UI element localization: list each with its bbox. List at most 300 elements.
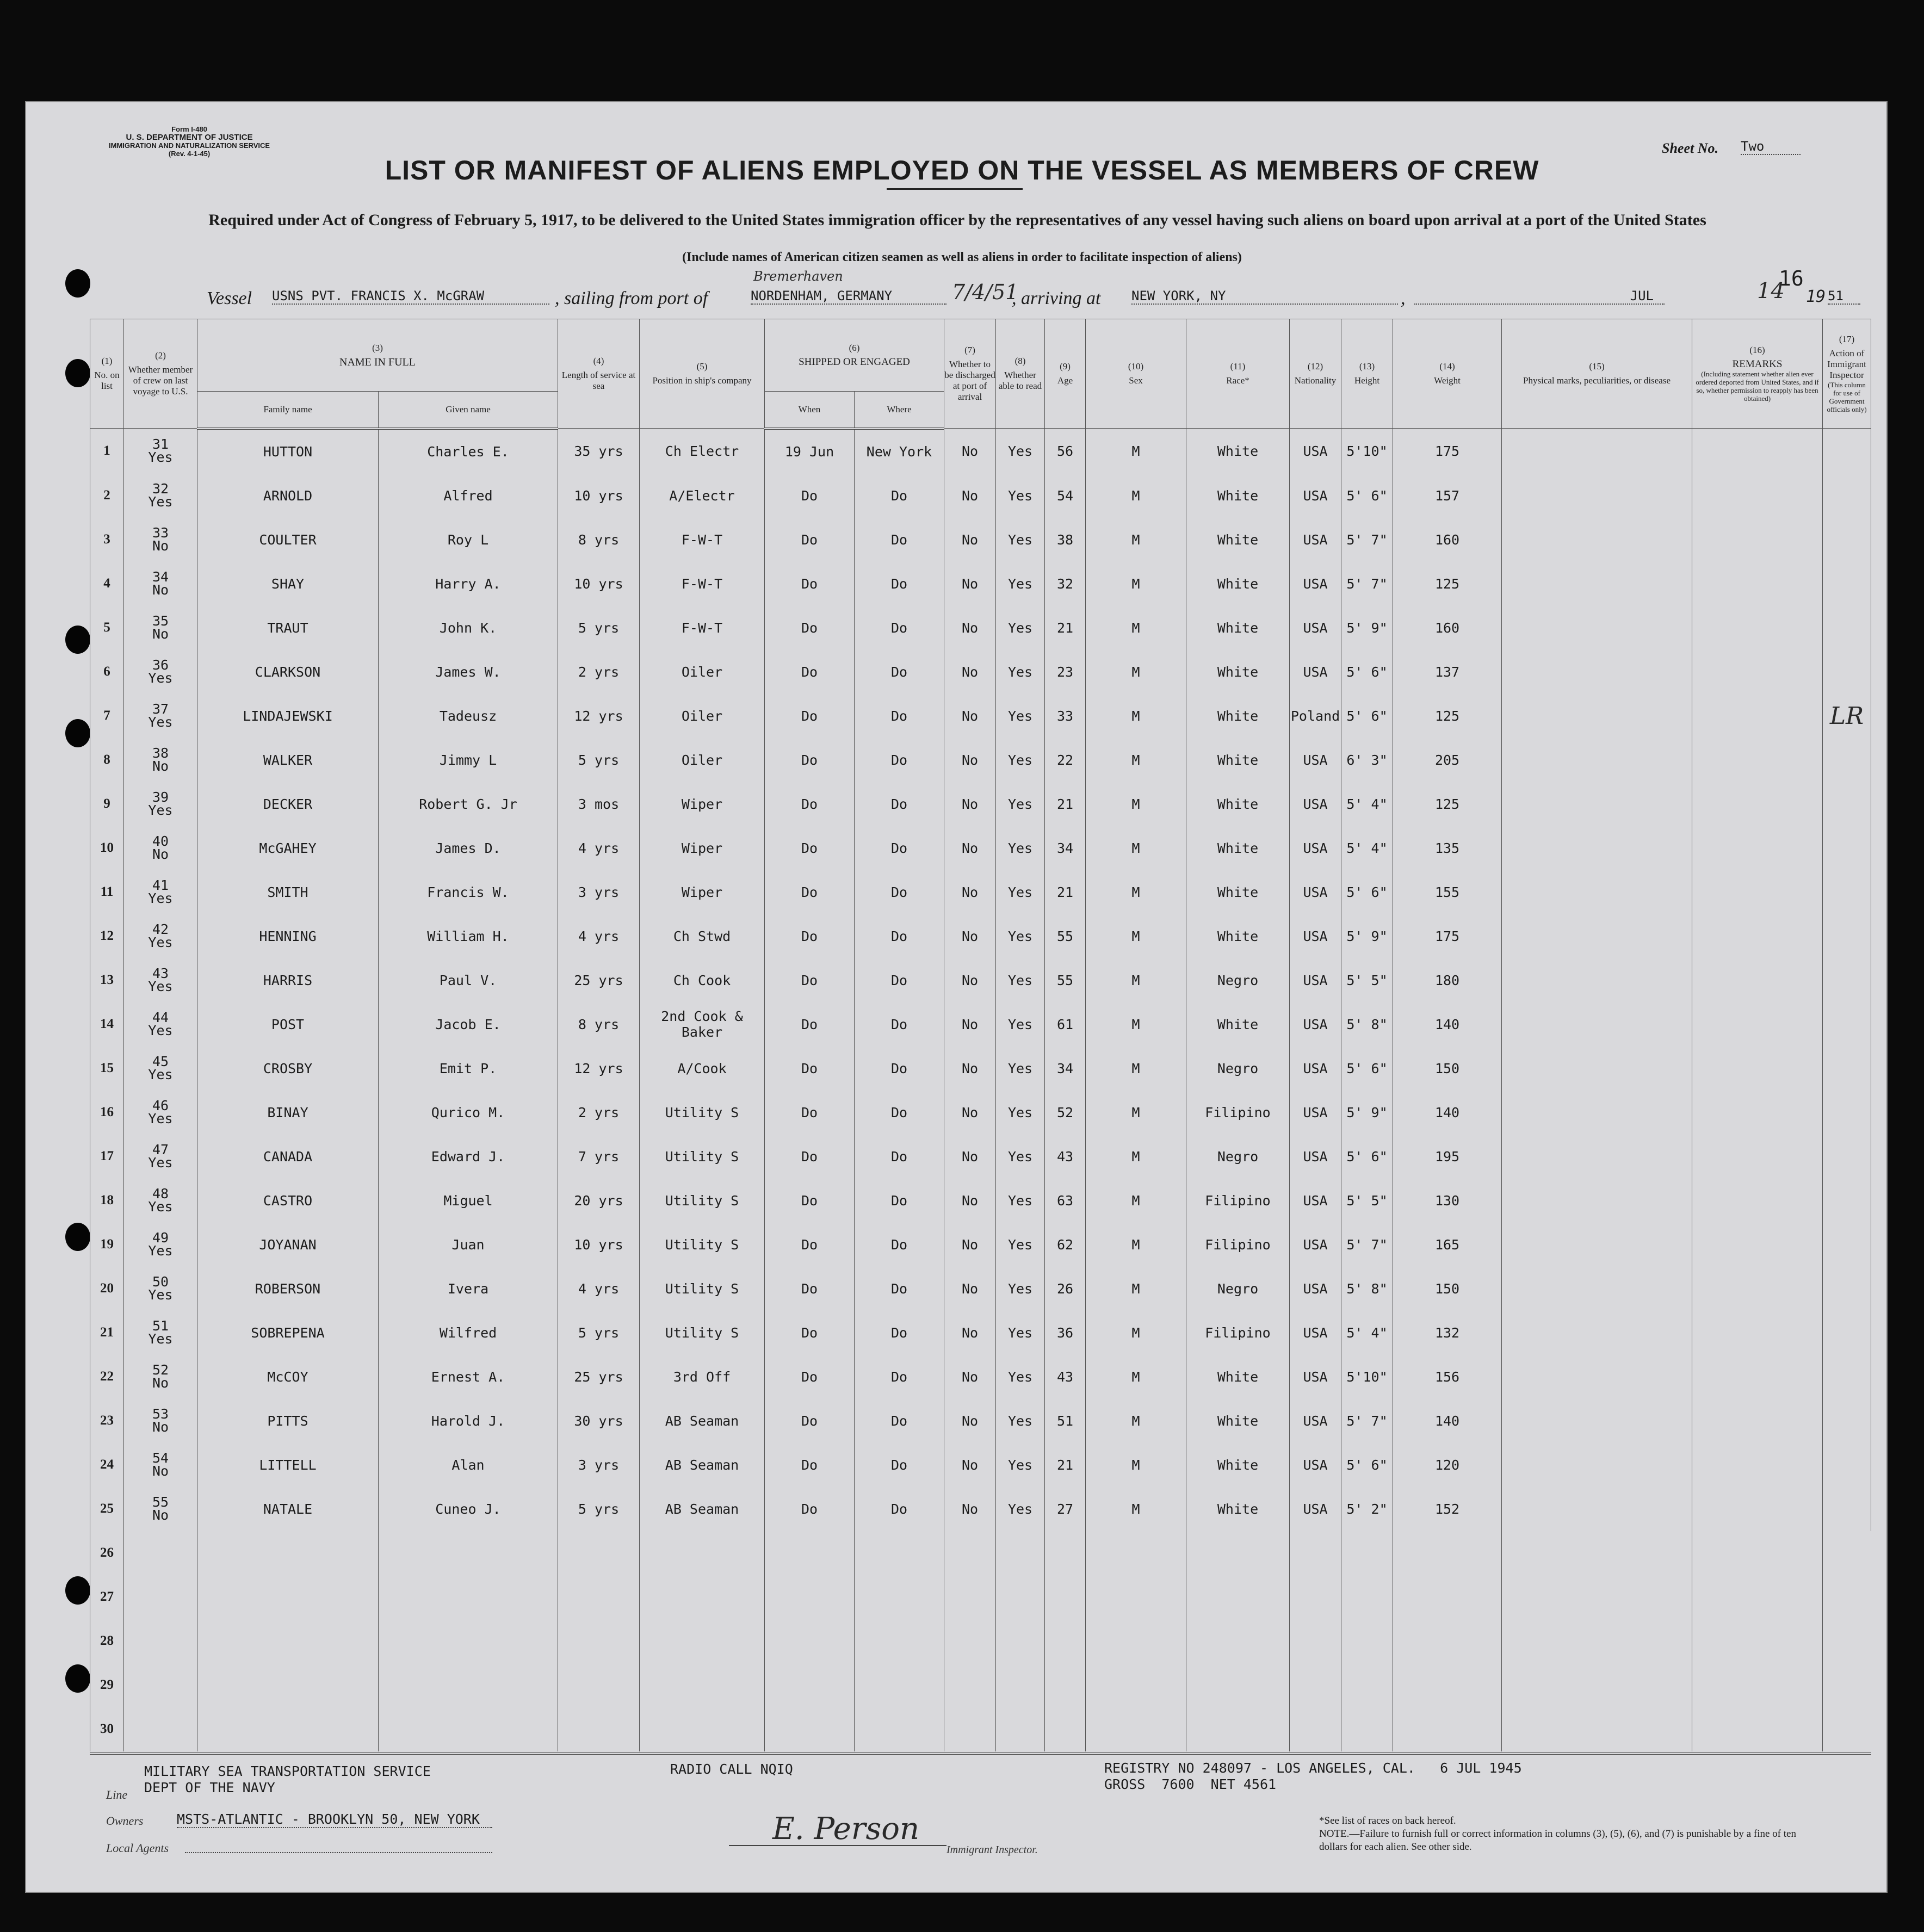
- able-to-read-cell: Yes: [996, 914, 1045, 958]
- sex-cell: M: [1086, 606, 1186, 650]
- discharged-cell: No: [944, 518, 996, 562]
- inspector-action-cell: [1823, 1135, 1871, 1179]
- remarks-cell: [1692, 606, 1823, 650]
- nationality-cell: USA: [1290, 1179, 1341, 1223]
- inspector-action-cell: [1823, 1223, 1871, 1267]
- sex-cell: M: [1086, 782, 1186, 826]
- previous-list-number: 33: [152, 525, 169, 541]
- remarks-cell: [1692, 870, 1823, 914]
- table-row: [90, 1135, 1871, 1179]
- table-row: [90, 1179, 1871, 1223]
- discharged-cell: No: [944, 1399, 996, 1443]
- race-cell: White: [1186, 738, 1290, 782]
- vessel-name: USNS PVT. FRANCIS X. McGRAW: [272, 288, 549, 305]
- race-cell: Negro: [1186, 1267, 1290, 1311]
- sex-cell: M: [1086, 518, 1186, 562]
- arrival-year-suffix: 51: [1828, 288, 1860, 305]
- given-name-cell: Harold J.: [379, 1399, 558, 1443]
- discharged-cell: No: [944, 562, 996, 606]
- remarks-cell: [1692, 914, 1823, 958]
- last-voyage-answer: Yes: [148, 979, 173, 995]
- given-name-cell: Cuneo J.: [379, 1487, 558, 1531]
- shipped-where-cell: Do: [855, 870, 944, 914]
- last-voyage-cell: [124, 518, 197, 562]
- shipped-when-cell: Do: [765, 782, 855, 826]
- last-voyage-cell: [124, 1046, 197, 1091]
- inspector-action-cell: [1823, 738, 1871, 782]
- service-cell: 7 yrs: [558, 1135, 640, 1179]
- inspector-action-cell: [1823, 958, 1871, 1002]
- height-cell: 5' 8": [1341, 1267, 1393, 1311]
- last-voyage-answer: No: [152, 1419, 169, 1435]
- age-cell: 56: [1045, 429, 1086, 474]
- last-voyage-cell: [124, 1223, 197, 1267]
- family-name-cell: CANADA: [197, 1135, 379, 1179]
- last-voyage-cell: [124, 1355, 197, 1399]
- table-row: [90, 474, 1871, 518]
- empty-cell: [197, 1663, 379, 1707]
- height-cell: 5' 6": [1341, 694, 1393, 738]
- age-cell: 21: [1045, 606, 1086, 650]
- table-row: [90, 914, 1871, 958]
- shipped-where-cell: Do: [855, 1399, 944, 1443]
- physical-marks-cell: [1502, 1311, 1692, 1355]
- inspector-action-cell: [1823, 1443, 1871, 1487]
- sex-cell: M: [1086, 914, 1186, 958]
- age-cell: 63: [1045, 1179, 1086, 1223]
- last-voyage-answer: Yes: [148, 1243, 173, 1259]
- previous-list-number: 38: [152, 745, 169, 761]
- given-name-cell: Alan: [379, 1443, 558, 1487]
- last-voyage-answer: No: [152, 758, 169, 775]
- height-cell: 5'10": [1341, 1355, 1393, 1399]
- last-voyage-cell: [124, 694, 197, 738]
- position-cell: F-W-T: [640, 606, 765, 650]
- empty-cell: [1502, 1707, 1692, 1751]
- age-cell: 51: [1045, 1399, 1086, 1443]
- race-cell: Filipino: [1186, 1091, 1290, 1135]
- height-cell: 5' 8": [1341, 1002, 1393, 1046]
- last-voyage-answer: No: [152, 538, 169, 554]
- empty-cell: [855, 1531, 944, 1575]
- position-cell: Oiler: [640, 650, 765, 694]
- sex-cell: M: [1086, 1091, 1186, 1135]
- age-cell: 43: [1045, 1135, 1086, 1179]
- remarks-cell: [1692, 474, 1823, 518]
- given-name-cell: Edward J.: [379, 1135, 558, 1179]
- race-cell: White: [1186, 429, 1290, 474]
- weight-cell: 156: [1393, 1355, 1502, 1399]
- arriving-label: , arriving at: [1012, 288, 1101, 308]
- shipped-where-cell: Do: [855, 1443, 944, 1487]
- physical-marks-cell: [1502, 474, 1692, 518]
- table-row: [90, 1002, 1871, 1046]
- table-row: [90, 1267, 1871, 1311]
- empty-cell: [765, 1531, 855, 1575]
- able-to-read-cell: Yes: [996, 650, 1045, 694]
- remarks-cell: [1692, 826, 1823, 870]
- remarks-cell: [1692, 782, 1823, 826]
- race-cell: White: [1186, 606, 1290, 650]
- sex-cell: M: [1086, 1311, 1186, 1355]
- previous-list-number: 55: [152, 1494, 169, 1510]
- race-cell: White: [1186, 1002, 1290, 1046]
- last-voyage-cell: [124, 914, 197, 958]
- service-cell: 5 yrs: [558, 738, 640, 782]
- nationality-cell: USA: [1290, 518, 1341, 562]
- empty-cell: [1290, 1663, 1341, 1707]
- arriving-port: NEW YORK, NY: [1131, 288, 1398, 305]
- sail-date-handwritten: 7/4/51: [952, 280, 1019, 304]
- physical-marks-cell: [1502, 914, 1692, 958]
- age-cell: 21: [1045, 782, 1086, 826]
- shipped-where-cell: Do: [855, 1046, 944, 1091]
- shipped-when-cell: Do: [765, 1487, 855, 1531]
- shipped-when-cell: Do: [765, 826, 855, 870]
- table-row: [90, 650, 1871, 694]
- empty-cell: [1692, 1531, 1823, 1575]
- service-cell: 2 yrs: [558, 1091, 640, 1135]
- family-name-cell: BINAY: [197, 1091, 379, 1135]
- remarks-cell: [1692, 1046, 1823, 1091]
- line-number-cell: 20: [90, 1267, 124, 1311]
- family-name-cell: HENNING: [197, 914, 379, 958]
- table-row: [90, 518, 1871, 562]
- service-cell: 5 yrs: [558, 606, 640, 650]
- line-number-cell: 21: [90, 1311, 124, 1355]
- empty-cell: [1393, 1707, 1502, 1751]
- previous-list-number: 41: [152, 877, 169, 894]
- family-name-cell: DECKER: [197, 782, 379, 826]
- physical-marks-cell: [1502, 782, 1692, 826]
- line-label: Line: [106, 1788, 128, 1801]
- family-name-cell: ARNOLD: [197, 474, 379, 518]
- able-to-read-cell: Yes: [996, 1091, 1045, 1135]
- empty-cell: [558, 1663, 640, 1707]
- family-name-cell: CLARKSON: [197, 650, 379, 694]
- position-cell: Utility S: [640, 1135, 765, 1179]
- family-name-cell: NATALE: [197, 1487, 379, 1531]
- col-header-read: (8) Whether able to read: [996, 319, 1045, 429]
- page-stamp-number: 16: [1779, 267, 1804, 290]
- position-cell: 2nd Cook & Baker: [640, 1002, 765, 1046]
- race-cell: White: [1186, 826, 1290, 870]
- empty-cell: [640, 1575, 765, 1619]
- shipped-when-cell: Do: [765, 1223, 855, 1267]
- discharged-cell: No: [944, 1223, 996, 1267]
- race-cell: White: [1186, 870, 1290, 914]
- physical-marks-cell: [1502, 694, 1692, 738]
- crew-manifest-table: [90, 319, 1871, 1751]
- race-cell: Negro: [1186, 958, 1290, 1002]
- position-cell: Ch Electr: [640, 429, 765, 474]
- line-number-cell: 29: [90, 1663, 124, 1707]
- empty-cell: [944, 1531, 996, 1575]
- position-cell: AB Seaman: [640, 1487, 765, 1531]
- sex-cell: M: [1086, 1399, 1186, 1443]
- last-voyage-cell: [124, 1267, 197, 1311]
- discharged-cell: No: [944, 1311, 996, 1355]
- race-cell: White: [1186, 1355, 1290, 1399]
- inspector-action-cell: [1823, 1046, 1871, 1091]
- empty-cell: [1502, 1531, 1692, 1575]
- service-cell: 5 yrs: [558, 1311, 640, 1355]
- discharged-cell: No: [944, 1179, 996, 1223]
- fine-note: NOTE.—Failure to furnish full or correct information in columns (3), (5), (6), and (7) is punishable by a fine of ten dollars for each alien. See other side.: [1319, 1828, 1796, 1853]
- able-to-read-cell: Yes: [996, 1487, 1045, 1531]
- age-cell: 52: [1045, 1091, 1086, 1135]
- given-name-cell: Miguel: [379, 1179, 558, 1223]
- previous-list-number: 51: [152, 1318, 169, 1334]
- line-number-cell: 8: [90, 738, 124, 782]
- given-name-cell: Wilfred: [379, 1311, 558, 1355]
- nationality-cell: USA: [1290, 429, 1341, 474]
- previous-list-number: 34: [152, 569, 169, 585]
- inspector-action-cell: [1823, 870, 1871, 914]
- last-voyage-cell: [124, 782, 197, 826]
- col-header-physical-marks: (15) Physical marks, peculiarities, or disease: [1502, 319, 1692, 429]
- previous-list-number: 50: [152, 1274, 169, 1290]
- empty-cell: [944, 1575, 996, 1619]
- position-cell: Ch Cook: [640, 958, 765, 1002]
- age-cell: 22: [1045, 738, 1086, 782]
- family-name-cell: POST: [197, 1002, 379, 1046]
- remarks-cell: [1692, 1135, 1823, 1179]
- sex-cell: M: [1086, 1002, 1186, 1046]
- empty-cell: [1086, 1619, 1186, 1663]
- sex-cell: M: [1086, 826, 1186, 870]
- title-underline: [887, 188, 1023, 190]
- discharged-cell: No: [944, 1487, 996, 1531]
- remarks-cell: [1692, 1311, 1823, 1355]
- empty-cell: [1502, 1575, 1692, 1619]
- shipped-where-cell: Do: [855, 1223, 944, 1267]
- remarks-cell: [1692, 694, 1823, 738]
- discharged-cell: No: [944, 1135, 996, 1179]
- nationality-cell: USA: [1290, 826, 1341, 870]
- last-voyage-answer: Yes: [148, 802, 173, 819]
- age-cell: 23: [1045, 650, 1086, 694]
- family-name-cell: HARRIS: [197, 958, 379, 1002]
- col-header-sex: (10) Sex: [1086, 319, 1186, 429]
- shipped-when-cell: Do: [765, 1091, 855, 1135]
- form-id-block: Form I-480 U. S. DEPARTMENT OF JUSTICE IMMIGRATION AND NATURALIZATION SERVICE (Rev. 4-1-45): [109, 125, 270, 158]
- service-cell: 5 yrs: [558, 1487, 640, 1531]
- discharged-cell: No: [944, 914, 996, 958]
- inspector-action-cell: [1823, 782, 1871, 826]
- footer-rule: [90, 1753, 1871, 1757]
- last-voyage-answer: No: [152, 846, 169, 863]
- table-row: [90, 1046, 1871, 1091]
- last-voyage-answer: Yes: [148, 1331, 173, 1347]
- service-cell: 25 yrs: [558, 1355, 640, 1399]
- weight-cell: 132: [1393, 1311, 1502, 1355]
- empty-cell: [124, 1663, 197, 1707]
- empty-cell: [1186, 1663, 1290, 1707]
- nationality-cell: USA: [1290, 1091, 1341, 1135]
- line-number-cell: 9: [90, 782, 124, 826]
- age-cell: 36: [1045, 1311, 1086, 1355]
- previous-list-number: 43: [152, 965, 169, 982]
- empty-cell: [765, 1663, 855, 1707]
- nationality-cell: USA: [1290, 1002, 1341, 1046]
- shipped-when-cell: Do: [765, 1311, 855, 1355]
- col-header-last-voyage: (2) Whether member of crew on last voyage to U.S.: [124, 319, 197, 429]
- empty-cell: [1045, 1663, 1086, 1707]
- line-number-cell: 3: [90, 518, 124, 562]
- shipped-when-cell: Do: [765, 474, 855, 518]
- position-cell: Wiper: [640, 782, 765, 826]
- physical-marks-cell: [1502, 1355, 1692, 1399]
- remarks-cell: [1692, 738, 1823, 782]
- inspector-action-cell: [1823, 914, 1871, 958]
- last-voyage-answer: Yes: [148, 494, 173, 510]
- position-cell: A/Electr: [640, 474, 765, 518]
- sex-cell: M: [1086, 958, 1186, 1002]
- family-name-cell: PITTS: [197, 1399, 379, 1443]
- service-cell: 30 yrs: [558, 1399, 640, 1443]
- discharged-cell: No: [944, 1002, 996, 1046]
- previous-list-number: 48: [152, 1186, 169, 1202]
- given-name-cell: William H.: [379, 914, 558, 958]
- race-cell: White: [1186, 914, 1290, 958]
- col-header-where: Where: [855, 392, 944, 429]
- empty-cell: [1290, 1575, 1341, 1619]
- given-name-cell: Ernest A.: [379, 1355, 558, 1399]
- empty-cell: [996, 1575, 1045, 1619]
- shipped-where-cell: Do: [855, 1267, 944, 1311]
- weight-cell: 160: [1393, 606, 1502, 650]
- previous-list-number: 52: [152, 1362, 169, 1378]
- weight-cell: 175: [1393, 914, 1502, 958]
- position-cell: 3rd Off: [640, 1355, 765, 1399]
- empty-cell: [558, 1707, 640, 1751]
- table-row: [90, 958, 1871, 1002]
- punch-hole: [65, 1223, 90, 1251]
- line-number-cell: 7: [90, 694, 124, 738]
- empty-cell: [944, 1707, 996, 1751]
- last-voyage-answer: No: [152, 1375, 169, 1391]
- last-voyage-answer: No: [152, 1507, 169, 1524]
- empty-cell: [1692, 1663, 1823, 1707]
- empty-cell: [996, 1531, 1045, 1575]
- line-number-cell: 24: [90, 1443, 124, 1487]
- able-to-read-cell: Yes: [996, 474, 1045, 518]
- last-voyage-cell: [124, 1487, 197, 1531]
- last-voyage-answer: No: [152, 582, 169, 598]
- empty-cell: [379, 1575, 558, 1619]
- empty-cell: [1393, 1663, 1502, 1707]
- given-name-cell: Jimmy L: [379, 738, 558, 782]
- remarks-cell: [1692, 562, 1823, 606]
- punch-hole: [65, 1664, 90, 1693]
- previous-list-number: 42: [152, 921, 169, 938]
- remarks-cell: [1692, 1355, 1823, 1399]
- col-header-remarks: (16) REMARKS (Including statement whether alien ever ordered deported from United States, and if so, whether permission to reapply has been obtained): [1692, 319, 1823, 429]
- shipped-when-cell: Do: [765, 870, 855, 914]
- line-number-cell: 23: [90, 1399, 124, 1443]
- nationality-cell: USA: [1290, 1443, 1341, 1487]
- physical-marks-cell: [1502, 1091, 1692, 1135]
- line-number-cell: 17: [90, 1135, 124, 1179]
- position-cell: F-W-T: [640, 518, 765, 562]
- physical-marks-cell: [1502, 518, 1692, 562]
- empty-cell: [1045, 1531, 1086, 1575]
- previous-list-number: 53: [152, 1406, 169, 1422]
- table-row: [90, 1443, 1871, 1487]
- nationality-cell: USA: [1290, 1223, 1341, 1267]
- able-to-read-cell: Yes: [996, 1179, 1045, 1223]
- table-row: [90, 738, 1871, 782]
- given-name-cell: Tadeusz: [379, 694, 558, 738]
- line-number-cell: 1: [90, 429, 124, 474]
- nationality-cell: USA: [1290, 606, 1341, 650]
- family-name-cell: WALKER: [197, 738, 379, 782]
- inspector-action-cell: LR: [1823, 694, 1871, 738]
- physical-marks-cell: [1502, 1443, 1692, 1487]
- family-name-cell: SMITH: [197, 870, 379, 914]
- given-name-cell: Francis W.: [379, 870, 558, 914]
- nationality-cell: Poland: [1290, 694, 1341, 738]
- last-voyage-cell: [124, 1002, 197, 1046]
- service-cell: 8 yrs: [558, 518, 640, 562]
- able-to-read-cell: Yes: [996, 1135, 1045, 1179]
- line-number-cell: 14: [90, 1002, 124, 1046]
- discharged-cell: No: [944, 474, 996, 518]
- line-number-cell: 19: [90, 1223, 124, 1267]
- height-cell: 5' 6": [1341, 870, 1393, 914]
- empty-cell: [197, 1707, 379, 1751]
- physical-marks-cell: [1502, 1223, 1692, 1267]
- empty-cell: [640, 1619, 765, 1663]
- height-cell: 5' 4": [1341, 782, 1393, 826]
- shipped-when-cell: Do: [765, 1046, 855, 1091]
- age-cell: 27: [1045, 1487, 1086, 1531]
- line-number-cell: 4: [90, 562, 124, 606]
- discharged-cell: No: [944, 429, 996, 474]
- last-voyage-cell: [124, 474, 197, 518]
- inspector-signature: E. Person: [772, 1811, 920, 1847]
- able-to-read-cell: Yes: [996, 429, 1045, 474]
- shipped-where-cell: Do: [855, 958, 944, 1002]
- able-to-read-cell: Yes: [996, 606, 1045, 650]
- shipped-when-cell: Do: [765, 650, 855, 694]
- age-cell: 32: [1045, 562, 1086, 606]
- shipped-when-cell: Do: [765, 1443, 855, 1487]
- height-cell: 5' 9": [1341, 914, 1393, 958]
- last-voyage-cell: [124, 1135, 197, 1179]
- previous-list-number: 54: [152, 1450, 169, 1466]
- line-number-cell: 5: [90, 606, 124, 650]
- nationality-cell: USA: [1290, 1355, 1341, 1399]
- last-voyage-cell: [124, 738, 197, 782]
- nationality-cell: USA: [1290, 1311, 1341, 1355]
- service-cell: 4 yrs: [558, 1267, 640, 1311]
- sex-cell: M: [1086, 1355, 1186, 1399]
- table-row: [90, 1663, 1871, 1707]
- shipped-when-cell: Do: [765, 694, 855, 738]
- empty-cell: [1341, 1663, 1393, 1707]
- empty-cell: [996, 1619, 1045, 1663]
- discharged-cell: No: [944, 650, 996, 694]
- given-name-cell: John K.: [379, 606, 558, 650]
- able-to-read-cell: Yes: [996, 1002, 1045, 1046]
- punch-hole: [65, 1576, 90, 1605]
- race-cell: White: [1186, 518, 1290, 562]
- last-voyage-answer: Yes: [148, 670, 173, 686]
- shipped-when-cell: Do: [765, 1179, 855, 1223]
- previous-list-number: 44: [152, 1010, 169, 1026]
